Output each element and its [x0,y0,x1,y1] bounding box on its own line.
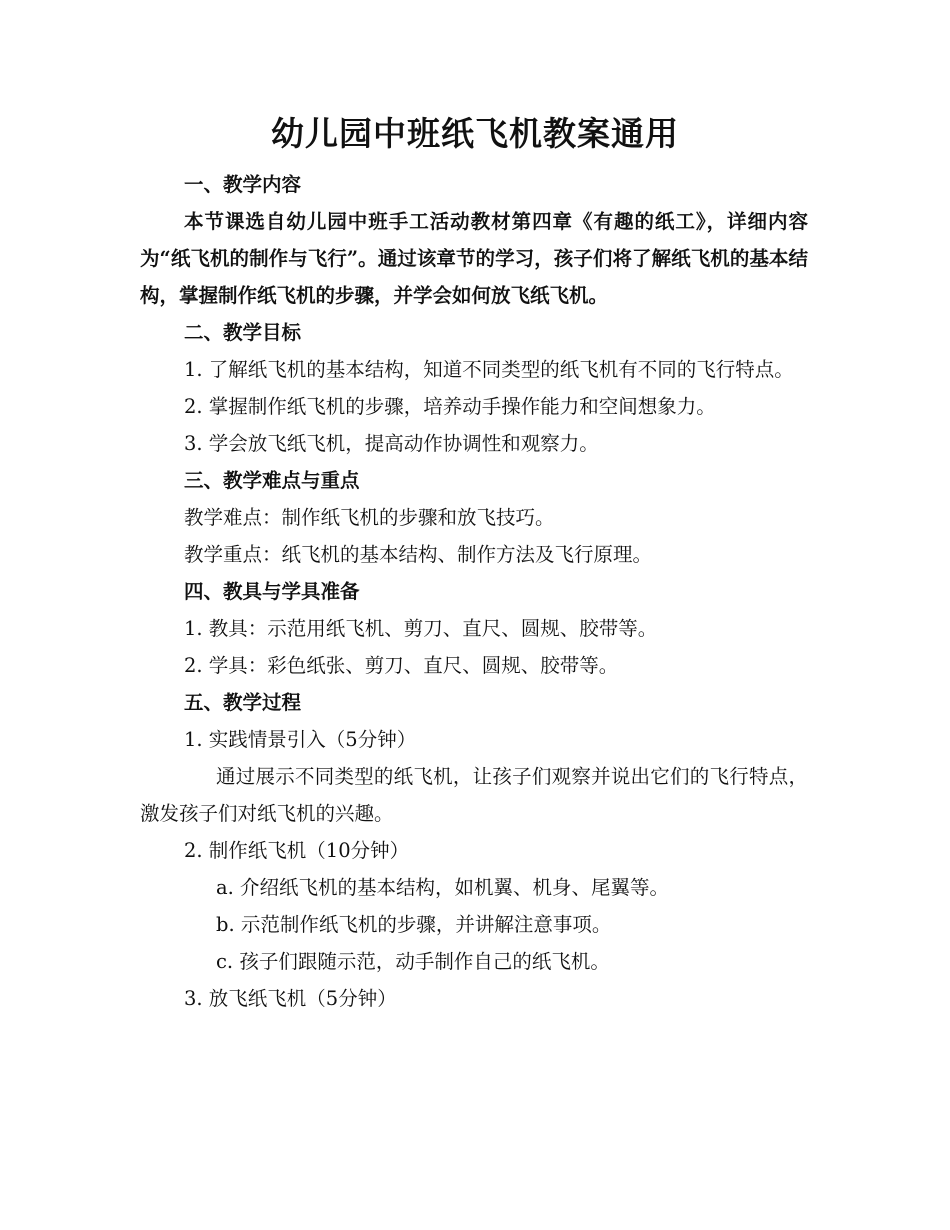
section-heading-objectives: 二、教学目标 [184,321,302,344]
key-point-text: 教学重点：纸飞机的基本结构、制作方法及飞行原理。 [184,543,653,566]
process-step-title: 1. 实践情景引入（5分钟） [184,728,417,751]
section-heading-difficulties: 三、教学难点与重点 [184,469,360,492]
process-step-text: 通过展示不同类型的纸飞机，让孩子们观察并说出它们的飞行特点，激发孩子们对纸飞机的兴趣。 [140,765,808,825]
objective-item: 2. 掌握制作纸飞机的步骤，培养动手操作能力和空间想象力。 [184,395,716,418]
process-step-title: 2. 制作纸飞机（10分钟） [184,839,410,862]
process-step-title: 3. 放飞纸飞机（5分钟） [184,987,397,1010]
process-subitem: c. 孩子们跟随示范，动手制作自己的纸飞机。 [216,950,610,973]
material-item: 2. 学具：彩色纸张、剪刀、直尺、圆规、胶带等。 [184,654,619,677]
difficulty-text: 教学难点：制作纸飞机的步骤和放飞技巧。 [184,506,555,529]
section-heading-materials: 四、教具与学具准备 [184,580,360,603]
material-item: 1. 教具：示范用纸飞机、剪刀、直尺、圆规、胶带等。 [184,617,658,640]
content-paragraph: 本节课选自幼儿园中班手工活动教材第四章《有趣的纸工》，详细内容为“纸飞机的制作与飞行”。通过该章节的学习，孩子们将了解纸飞机的基本结构，掌握制作纸飞机的步骤，并学会如何放飞纸飞机。 [140,210,808,307]
objective-item: 1. 了解纸飞机的基本结构，知道不同类型的纸飞机有不同的飞行特点。 [184,358,794,381]
objective-item: 3. 学会放飞纸飞机，提高动作协调性和观察力。 [184,432,599,455]
document-body [140,166,808,1017]
document-title: 幼儿园中班纸飞机教案通用 [271,114,679,153]
process-subitem: b. 示范制作纸飞机的步骤，并讲解注意事项。 [216,913,612,936]
section-heading-process: 五、教学过程 [184,691,302,714]
process-subitem: a. 介绍纸飞机的基本结构，如机翼、机身、尾翼等。 [216,876,670,899]
section-heading-content: 一、教学内容 [184,173,302,196]
